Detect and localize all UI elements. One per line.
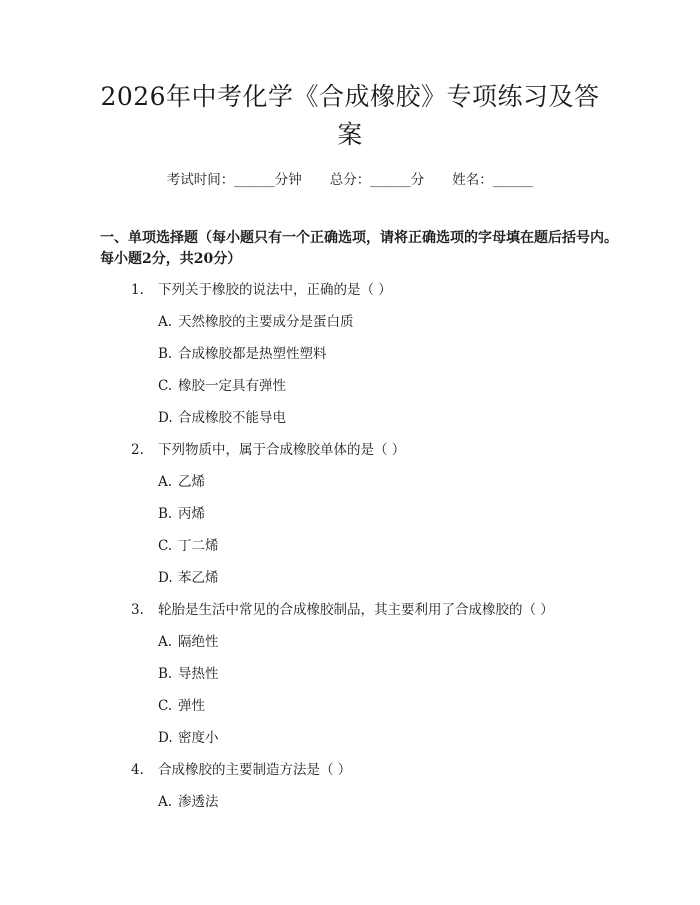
question-text: 轮胎是生活中常见的合成橡胶制品，其主要利用了合成橡胶的（ ）: [158, 602, 554, 618]
option-text: 乙烯: [178, 474, 205, 490]
option-text: 橡胶一定具有弹性: [178, 378, 286, 394]
option-text: 丙烯: [178, 506, 205, 522]
option-letter: D.: [158, 410, 173, 426]
option-letter: A.: [158, 634, 173, 650]
option-text: 合成橡胶不能导电: [178, 410, 286, 426]
question-text: 下列关于橡胶的说法中，正确的是（ ）: [158, 282, 392, 298]
option-letter: C.: [158, 378, 173, 394]
question-2-option-a: [158, 473, 205, 491]
exam-time-label: 考试时间：: [166, 172, 235, 188]
student-name-blank: ______: [492, 172, 534, 188]
option-letter: A.: [158, 474, 173, 490]
question-3-option-d: [158, 729, 219, 747]
document-title: 2026年中考化学《合成橡胶》专项练习及答案: [100, 82, 600, 149]
option-letter: B.: [158, 666, 173, 682]
option-letter: C.: [158, 698, 173, 714]
option-letter: D.: [158, 730, 173, 746]
option-letter: B.: [158, 506, 173, 522]
question-2-option-d: [158, 569, 219, 587]
question-text: 合成橡胶的主要制造方法是（ ）: [158, 762, 352, 778]
question-3: [131, 601, 554, 619]
option-text: 天然橡胶的主要成分是蛋白质: [178, 314, 354, 330]
question-3-option-b: [158, 665, 219, 683]
question-number: 2.: [131, 442, 144, 458]
question-number: 1.: [131, 282, 144, 298]
option-letter: D.: [158, 570, 173, 586]
question-1-option-c: [158, 377, 286, 395]
question-1-option-b: [158, 345, 327, 363]
question-number: 4.: [131, 762, 144, 778]
question-3-option-c: [158, 697, 205, 715]
exam-time-blank: ______: [234, 172, 275, 188]
option-text: 隔绝性: [178, 634, 219, 650]
question-2-option-b: [158, 505, 205, 523]
option-text: 合成橡胶都是热塑性塑料: [178, 346, 327, 362]
option-text: 苯乙烯: [178, 570, 219, 586]
option-text: 渗透法: [178, 794, 219, 810]
total-score-unit: 分: [410, 172, 425, 188]
question-3-option-a: [158, 633, 219, 651]
question-text: 下列物质中，属于合成橡胶单体的是（ ）: [158, 442, 406, 458]
question-number: 3.: [131, 602, 144, 618]
option-text: 导热性: [178, 666, 219, 682]
total-score-blank: ______: [370, 172, 411, 188]
question-1-option-d: [158, 409, 286, 427]
option-letter: B.: [158, 346, 173, 362]
question-4: [131, 761, 351, 779]
question-1-option-a: [158, 313, 354, 331]
option-text: 弹性: [178, 698, 205, 714]
exam-time-unit: 分钟: [274, 172, 302, 188]
option-letter: C.: [158, 538, 173, 554]
student-name-label: 姓名：: [452, 172, 493, 188]
option-letter: A.: [158, 314, 173, 330]
option-text: 丁二烯: [178, 538, 219, 554]
exam-info-line: [0, 168, 700, 188]
option-text: 密度小: [178, 730, 219, 746]
option-letter: A.: [158, 794, 173, 810]
question-2: [131, 441, 405, 459]
question-1: [131, 281, 392, 299]
question-4-option-a: [158, 793, 219, 811]
section-heading: 一、单项选择题（每小题只有一个正确选项，请将正确选项的字母填在题后括号内。每小题2分，共20分）: [100, 230, 618, 267]
total-score-label: 总分：: [329, 172, 371, 188]
question-2-option-c: [158, 537, 219, 555]
